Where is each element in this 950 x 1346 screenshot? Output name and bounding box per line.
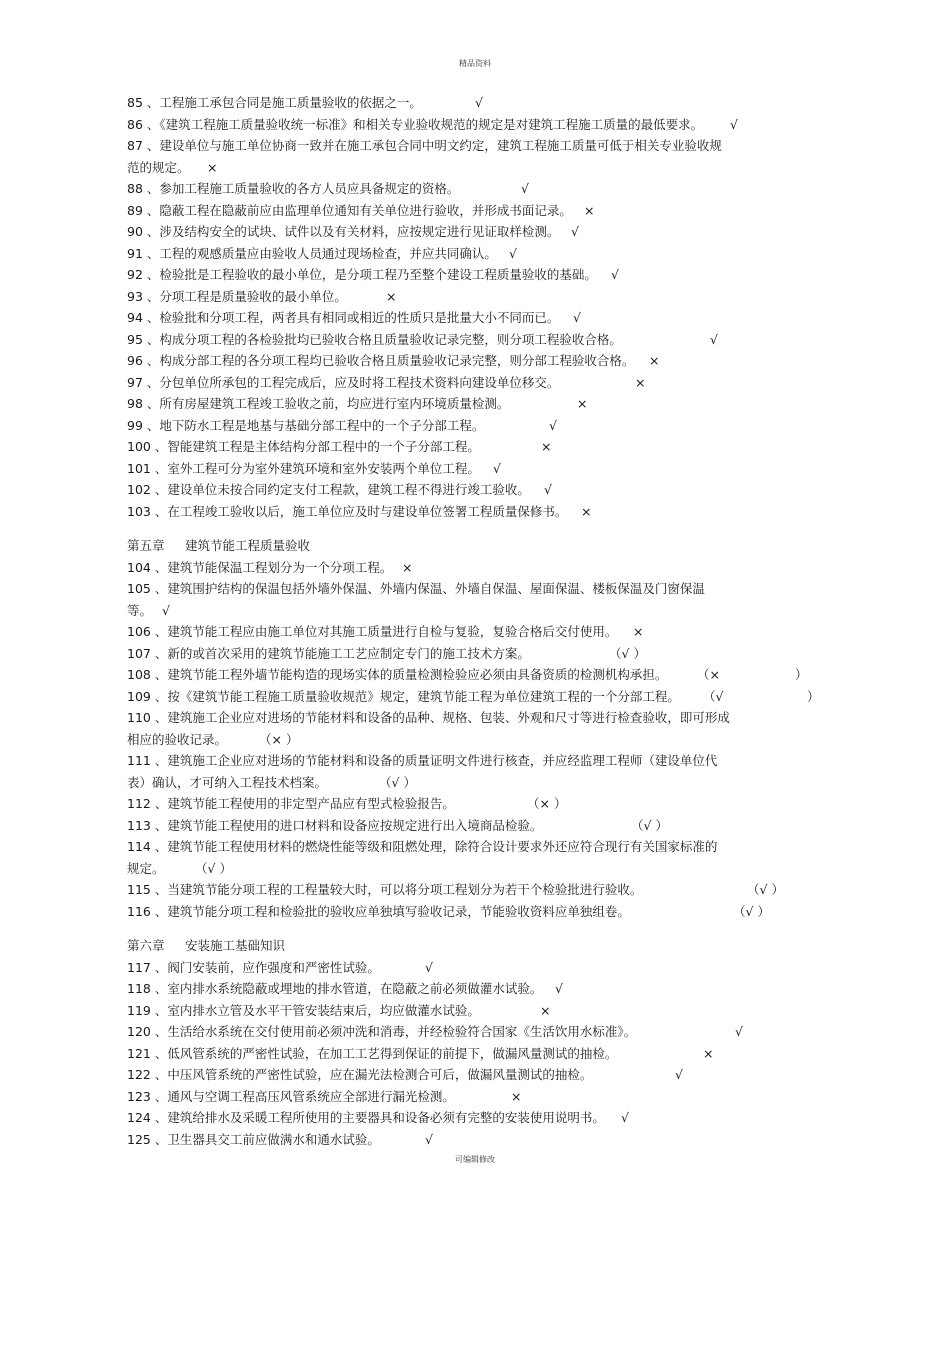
item-text: 94 、检验批和分项工程，两者具有相同或相近的性质只是批量大小不同而已。 [127, 310, 560, 325]
section-heading [127, 535, 827, 557]
item-text: 115 、当建筑节能分项工程的工程量较大时，可以将分项工程划分为若干个检验批进行验收。 [127, 882, 643, 897]
answer-mark: × [402, 559, 413, 575]
answer-mark: × [635, 374, 646, 390]
answer-mark: √ [710, 331, 718, 347]
item-text: 87 、建设单位与施工单位协商一致并在施工承包合同中明文约定，建筑工程施工质量可低于相关专业验收规 [127, 138, 722, 153]
list-item [127, 307, 827, 329]
answer-mark: × [584, 202, 595, 218]
item-text: 等。 [127, 602, 153, 618]
item-text: 表）确认，才可纳入工程技术档案。 [127, 774, 328, 790]
answer-mark: × [633, 624, 644, 639]
list-item [127, 1043, 827, 1065]
answer-mark: √ [425, 1131, 433, 1147]
list-item [127, 178, 827, 200]
item-text: 120 、生活给水系统在交付使用前必须冲洗和消毒，并经检验符合国家《生活饮用水标准》。 [127, 1024, 637, 1039]
list-item [127, 1107, 827, 1129]
list-item [127, 92, 827, 114]
answer-bracket-close: ） [795, 667, 808, 682]
answer-mark: × [511, 1088, 522, 1104]
item-text: 103 、在工程竣工验收以后，施工单位应及时与建设单位签署工程质量保修书。 [127, 503, 568, 519]
list-item [127, 286, 827, 308]
answer-mark: × [703, 1045, 714, 1061]
list-item [127, 686, 827, 708]
list-item [127, 243, 827, 265]
list-item [127, 578, 827, 600]
answer-mark: × [649, 353, 660, 368]
answer-mark: × [207, 159, 218, 175]
item-text: 99 、地下防水工程是地基与基础分部工程中的一个子分部工程。 [127, 417, 485, 433]
list-item [127, 729, 827, 751]
list-item [127, 415, 827, 437]
list-item [127, 1064, 827, 1086]
answer-mark: × [577, 396, 588, 411]
item-text: 108 、建筑节能工程外墙节能构造的现场实体的质量检测检验应必须由具备资质的检测机构承担。 [127, 667, 668, 682]
answer-mark: √ [611, 267, 619, 282]
item-text: 相应的验收记录。 [127, 731, 228, 747]
list-item [127, 436, 827, 458]
answer-mark: √ [571, 224, 579, 239]
answer-mark: √ [493, 460, 501, 476]
answer-mark: √ [555, 981, 563, 996]
item-text: 109 、按《建筑节能工程施工质量验收规范》规定，建筑节能工程为单位建筑工程的一个分部工程。 [127, 688, 680, 704]
list-item [127, 479, 827, 501]
question-list [127, 92, 827, 1150]
answer-mark: √ [730, 116, 738, 132]
answer-mark: √ [475, 95, 483, 110]
list-item [127, 264, 827, 286]
list-item [127, 501, 827, 523]
list-item [127, 372, 827, 394]
item-text: 122 、中压风管系统的严密性试验，应在漏光法检测合可后，做漏风量测试的抽检。 [127, 1067, 593, 1082]
chapter-title: 建筑节能工程质量验收 [185, 538, 311, 553]
item-text: 118 、室内排水系统隐蔽或埋地的排水管道，在隐蔽之前必须做灌水试验。 [127, 981, 543, 996]
list-item [127, 458, 827, 480]
list-item [127, 600, 827, 622]
list-item [127, 978, 827, 1000]
item-text: 96 、构成分部工程的各分项工程均已验收合格且质量验收记录完整，则分部工程验收合格。 [127, 353, 635, 368]
item-text: 93 、分项工程是质量验收的最小单位。 [127, 288, 347, 304]
answer-mark: √ [544, 482, 552, 497]
item-text: 88 、参加工程施工质量验收的各方人员应具备规定的资格。 [127, 181, 460, 196]
item-text: 121 、低风管系统的严密性试验，在加工工艺得到保证的前提下，做漏风量测试的抽检。 [127, 1045, 618, 1061]
item-text: 85 、工程施工承包合同是施工质量验收的依据之一。 [127, 95, 422, 110]
answer-mark: √ [573, 310, 581, 325]
item-text: 规定。 [127, 860, 165, 876]
item-text: 117 、阀门安装前，应作强度和严密性试验。 [127, 959, 380, 975]
answer-mark: × [541, 439, 552, 454]
item-text: 107 、新的或首次采用的建筑节能施工工艺应制定专门的施工技术方案。 [127, 645, 530, 661]
answer-mark: √ [621, 1110, 629, 1125]
list-item [127, 879, 827, 901]
item-text: 98 、所有房屋建筑工程竣工验收之前，均应进行室内环境质量检测。 [127, 396, 510, 411]
answer-mark: √ [509, 245, 517, 261]
item-text: 101 、室外工程可分为室外建筑环境和室外安装两个单位工程。 [127, 460, 480, 476]
list-item [127, 200, 827, 222]
list-item [127, 135, 827, 157]
page-footer: 可编辑修改 [455, 1155, 495, 1164]
answer-mark: √ [162, 602, 170, 618]
answer-mark: （√ ） [631, 817, 668, 833]
item-text: 105 、建筑围护结构的保温包括外墙外保温、外墙内保温、外墙自保温、屋面保温、楼板保温及门窗保温 [127, 581, 705, 596]
list-item [127, 393, 827, 415]
item-text: 90 、涉及结构安全的试块、试件以及有关材料，应按规定进行见证取样检测。 [127, 224, 560, 239]
list-item [127, 793, 827, 815]
item-text: 114 、建筑节能工程使用材料的燃烧性能等级和阻燃处理，除符合设计要求外还应符合现行有关国家标准的 [127, 839, 718, 854]
item-text: 86 、《建筑工程施工质量验收统一标准》和相关专业验收规范的规定是对建筑工程施工质量的最低要求。 [127, 116, 704, 132]
list-item [127, 901, 827, 923]
list-item [127, 750, 827, 772]
chapter-number: 第六章 [127, 938, 165, 953]
answer-bracket-close: ） [807, 688, 820, 704]
answer-mark: × [581, 503, 592, 519]
list-item [127, 329, 827, 351]
list-item [127, 1086, 827, 1108]
list-item [127, 1129, 827, 1151]
list-item [127, 815, 827, 837]
answer-mark: （√ [703, 688, 724, 704]
answer-mark: √ [425, 959, 433, 975]
list-item [127, 557, 827, 579]
item-text: 95 、构成分项工程的各检验批均已验收合格且质量验收记录完整，则分项工程验收合格。 [127, 331, 622, 347]
item-text: 110 、建筑施工企业应对进场的节能材料和设备的品种、规格、包装、外观和尺寸等进行检查验收，即可形成 [127, 710, 730, 725]
list-item [127, 858, 827, 880]
item-text: 106 、建筑节能工程应由施工单位对其施工质量进行自检与复验，复验合格后交付使用。 [127, 624, 618, 639]
answer-mark: （× ） [527, 796, 567, 811]
chapter-title: 安装施工基础知识 [185, 938, 286, 953]
item-text: 124 、建筑给排水及采暖工程所使用的主要器具和设备必须有完整的安装使用说明书。 [127, 1110, 605, 1125]
answer-mark: √ [675, 1067, 683, 1082]
item-text: 119 、室内排水立管及水平干管安装结束后，均应做灌水试验。 [127, 1002, 480, 1018]
list-item [127, 114, 827, 136]
answer-mark: （√ ） [195, 860, 232, 876]
answer-mark: √ [549, 417, 557, 433]
list-item [127, 772, 827, 794]
item-text: 91 、工程的观感质量应由验收人员通过现场检查，并应共同确认。 [127, 245, 497, 261]
chapter-number: 第五章 [127, 538, 165, 553]
list-item [127, 221, 827, 243]
item-text: 113 、建筑节能工程使用的进口材料和设备应按规定进行出入境商品检验。 [127, 817, 543, 833]
answer-mark: × [386, 288, 397, 304]
item-text: 范的规定。 [127, 159, 190, 175]
answer-mark: （× [697, 667, 720, 682]
item-text: 104 、建筑节能保温工程划分为一个分项工程。 [127, 559, 393, 575]
list-item [127, 643, 827, 665]
answer-mark: （× ） [259, 731, 299, 747]
list-item [127, 621, 827, 643]
answer-mark: × [540, 1002, 551, 1018]
list-item [127, 1000, 827, 1022]
list-item [127, 664, 827, 686]
answer-mark: √ [521, 181, 529, 196]
answer-mark: √ [735, 1024, 743, 1039]
answer-mark: （√ ） [747, 882, 784, 897]
list-item [127, 157, 827, 179]
item-text: 111 、建筑施工企业应对进场的节能材料和设备的质量证明文件进行核查，并应经监理工程师（建设单位代 [127, 753, 718, 768]
item-text: 116 、建筑节能分项工程和检验批的验收应单独填写验收记录，节能验收资料应单独组卷。 [127, 903, 630, 919]
list-item [127, 707, 827, 729]
answer-mark: （√ ） [609, 645, 646, 661]
item-text: 123 、通风与空调工程高压风管系统应全部进行漏光检测。 [127, 1088, 455, 1104]
item-text: 102 、建设单位未按合同约定支付工程款，建筑工程不得进行竣工验收。 [127, 482, 530, 497]
answer-mark: （√ ） [379, 774, 416, 790]
item-text: 112 、建筑节能工程使用的非定型产品应有型式检验报告。 [127, 796, 455, 811]
page-header: 精品资料 [459, 59, 491, 68]
item-text: 92 、检验批是工程验收的最小单位，是分项工程乃至整个建设工程质量验收的基础。 [127, 267, 597, 282]
list-item [127, 350, 827, 372]
list-item [127, 836, 827, 858]
item-text: 125 、卫生器具交工前应做满水和通水试验。 [127, 1131, 380, 1147]
answer-mark: （√ ） [733, 903, 770, 919]
section-heading [127, 935, 827, 957]
item-text: 97 、分包单位所承包的工程完成后，应及时将工程技术资料向建设单位移交。 [127, 374, 560, 390]
item-text: 89 、隐蔽工程在隐蔽前应由监理单位通知有关单位进行验收，并形成书面记录。 [127, 202, 572, 218]
item-text: 100 、智能建筑工程是主体结构分部工程中的一个子分部工程。 [127, 439, 480, 454]
list-item [127, 957, 827, 979]
list-item [127, 1021, 827, 1043]
